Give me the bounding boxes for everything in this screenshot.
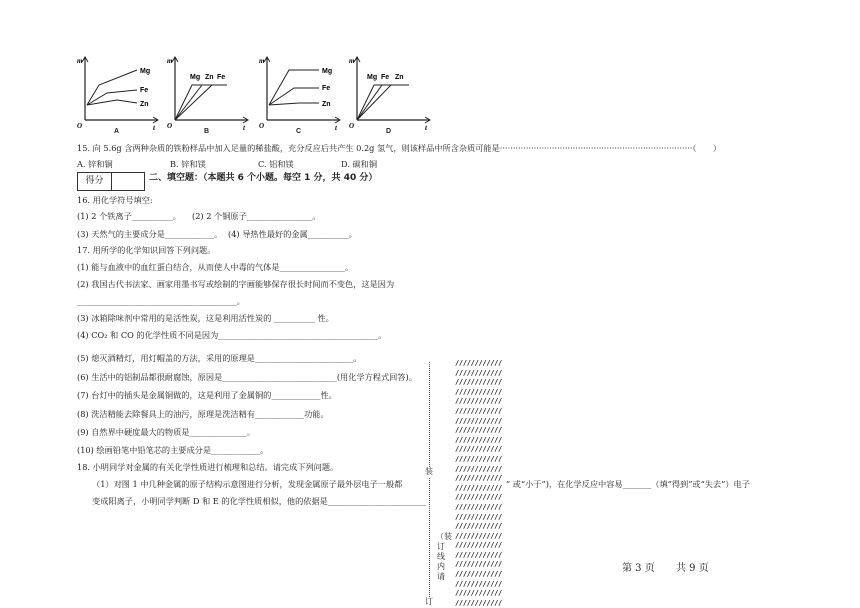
slash-row: //////////// (455, 464, 502, 473)
q16-line-1a: (1) 2 个铁离子__________。 (77, 211, 181, 221)
series-label: Mg (367, 74, 378, 81)
binding-note: （装订线内请 (436, 532, 452, 581)
graph-option-label: D (386, 128, 392, 135)
origin-label: O (77, 122, 83, 130)
slash-row: //////////// (455, 406, 502, 415)
q17-line-5: (5) 熄灭酒精灯，用灯帽盖的方法，采用的原理是________________________。 (77, 353, 362, 363)
page-total: 共 9 页 (676, 563, 709, 574)
slash-row: //////////// (455, 493, 502, 502)
series-label: Fe (140, 87, 149, 94)
q15-option-b: B. 锌和镁 (170, 159, 206, 169)
slash-row: //////////// (455, 435, 502, 444)
y-axis-label: m (349, 57, 355, 65)
x-axis-label: t (335, 124, 337, 132)
slash-row: //////////// (455, 550, 502, 559)
series-label: Mg (140, 68, 151, 75)
series-label: Zn (205, 74, 214, 81)
slash-row: //////////// (455, 378, 502, 387)
slash-row: //////////// (455, 598, 502, 607)
q15-option-a: A. 锌和铜 (77, 159, 113, 169)
series-label: Fe (322, 85, 331, 92)
series-label: Mg (190, 74, 201, 81)
series-label: Fe (217, 74, 226, 81)
graph-option-label: B (204, 128, 210, 135)
slash-row: //////////// (455, 387, 502, 396)
slash-row: //////////// (455, 570, 502, 579)
x-axis-label: t (153, 124, 155, 132)
binding-char-zhuang: 装 (425, 467, 433, 476)
q16-title: 16. 用化学符号填空: (77, 195, 153, 205)
section-title: 二、填空题：（本题共 6 个小题。每空 1 分，共 40 分） (149, 173, 378, 183)
q18-right-text: ” 或“小于”)，在化学反应中容易_______（填“得到”或“失去”）电子 (506, 479, 750, 489)
y-axis-label: m (167, 57, 173, 65)
q16-line-2a: (3) 天然气的主要成分是____________。 (77, 229, 223, 239)
page-number: 第 3 页 (622, 563, 655, 574)
q15-option-d: D. 碳和铜 (341, 159, 378, 169)
binding-dotted-line (429, 362, 430, 607)
q17-line-2: (2) 我国古代书法家、画家用墨书写或绘制的字画能够保存很长时间而不变色，这是因为 (77, 279, 395, 289)
q18-title: 18. 小明同学对金属的有关化学性质进行梳理和总结。请完成下列问题。 (77, 462, 339, 472)
graph-plot (167, 55, 252, 130)
origin-label: O (259, 122, 265, 130)
slash-row: //////////// (455, 531, 502, 540)
slash-row: //////////// (455, 368, 502, 377)
slash-row: //////////// (455, 445, 502, 454)
q17-line-10: (10) 绘画铅笔中铅笔芯的主要成分是____________。 (77, 445, 269, 455)
series-label: Zn (395, 74, 404, 81)
slash-row: //////////// (455, 502, 502, 511)
slash-row: //////////// (455, 522, 502, 531)
series-line (357, 85, 409, 120)
series-line (269, 88, 319, 105)
graph-plot (349, 55, 434, 130)
slash-row: //////////// (455, 589, 502, 598)
q17-title: 17. 用所学的化学知识回答下列问题。 (77, 245, 216, 255)
slash-row: //////////// (455, 397, 502, 406)
q17-line-2b: _______________________________________。 (77, 296, 245, 306)
q17-line-4: (4) CO₂ 和 CO 的化学性质不同是因为_______________________________________。 (77, 330, 387, 340)
q17-line-1: (1) 能与血液中的血红蛋白结合，从而使人中毒的气体是________________。 (77, 262, 354, 272)
x-axis-label: t (243, 124, 245, 132)
series-line (175, 85, 225, 120)
series-label: Zn (322, 101, 331, 108)
origin-label: O (349, 122, 355, 130)
graph-c (259, 55, 344, 135)
q16-line-1b: (2) 2 个铜原子________________。 (192, 211, 321, 221)
slash-row: //////////// (455, 454, 502, 463)
graph-b (167, 55, 252, 135)
q18-line-1: （1）对图 1 中几种金属的原子结构示意图进行分析，发现金属原子最外层电子一般都 (92, 479, 403, 489)
series-line (269, 103, 319, 105)
q18-line-2: 变成阳离子，小明同学判断 D 和 E 的化学性质相似，他的依据是________________________ (92, 496, 427, 506)
q15-text: 15. 向 5.6g 含两种杂质的铁粉样品中加入足量的稀盐酸，充分反应后共产生 0.2g 氢气，则该样品中所含杂质可能是··········································································（ ） (77, 143, 722, 153)
series-line (357, 85, 406, 120)
slash-row: //////////// (455, 416, 502, 425)
slash-row: //////////// (455, 579, 502, 588)
slash-row: //////////// (455, 512, 502, 521)
q17-line-9: (9) 自然界中硬度最大的物质是______________。 (77, 427, 255, 437)
origin-label: O (167, 122, 173, 130)
graph-plot (259, 55, 344, 130)
slash-row: //////////// (455, 474, 502, 483)
q15-option-c: C. 铝和镁 (258, 159, 294, 169)
series-label: Mg (322, 68, 333, 75)
graph-option-label: C (296, 128, 302, 135)
slash-row: //////////// (455, 541, 502, 550)
x-axis-label: t (425, 124, 427, 132)
graph-d (349, 55, 434, 135)
series-label: Zn (140, 101, 149, 108)
slash-row: //////////// (455, 560, 502, 569)
slash-row: //////////// (455, 359, 502, 367)
q16-line-2b: (4) 导热性最好的金属__________。 (228, 229, 357, 239)
slash-row: //////////// (455, 483, 502, 492)
q17-line-8: (8) 洗洁精能去除餐具上的油污，原理是洗洁精有____________功能。 (77, 409, 329, 419)
series-line (357, 85, 404, 120)
q17-line-7: (7) 台灯中的插头是金属铜做的，这是利用了金属铜的____________性。 (77, 390, 337, 400)
graph-a (77, 55, 162, 135)
series-line (175, 85, 227, 120)
graph-option-label: A (114, 128, 120, 135)
q17-line-3: (3) 冰箱除味剂中常用的是活性炭，这是利用活性炭的 __________ 性。 (77, 313, 334, 323)
y-axis-label: m (77, 57, 83, 65)
score-blank (112, 173, 144, 190)
q17-line-6: (6) 生活中的铝制品都很耐腐蚀，原因是____________________________(用化学方程式回答)。 (77, 372, 417, 382)
score-box (77, 172, 145, 191)
score-label: 得分 (78, 173, 112, 190)
series-line (87, 70, 137, 105)
binding-char-ding: 订 (425, 597, 433, 606)
y-axis-label: m (259, 57, 265, 65)
series-label: Fe (381, 74, 390, 81)
slash-row: //////////// (455, 426, 502, 435)
binding-slash-column (455, 359, 502, 608)
graph-plot (77, 55, 162, 130)
